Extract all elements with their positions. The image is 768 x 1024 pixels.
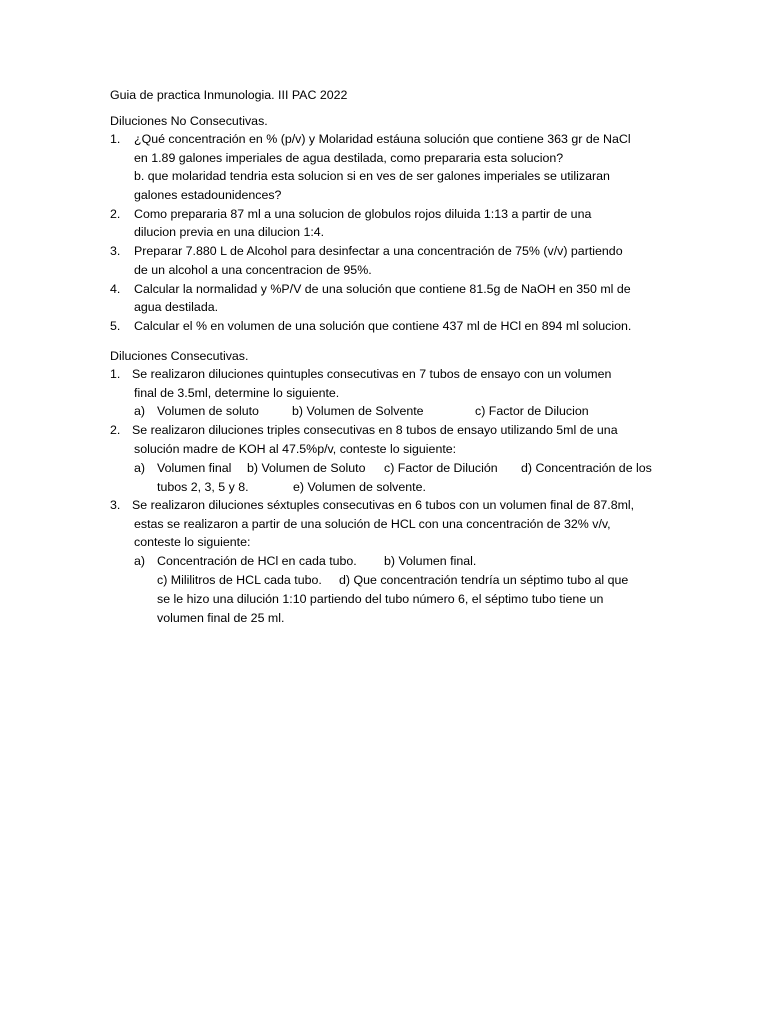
sub-item-text: Volumen final bbox=[157, 461, 232, 475]
sub-item-label: a) bbox=[134, 404, 146, 418]
sub-item-text: c) Mililitros de HCL cada tubo. bbox=[157, 573, 322, 587]
list-item-text: agua destilada. bbox=[134, 300, 219, 314]
sub-item-text: Volumen de soluto bbox=[157, 404, 259, 418]
list-number: 3. bbox=[110, 244, 121, 258]
section-heading-non-consecutive: Diluciones No Consecutivas. bbox=[110, 114, 268, 128]
list-item-text: Calcular la normalidad y %P/V de una solución que contiene 81.5g de NaOH en 350 ml de bbox=[134, 282, 631, 296]
list-item-text: solución madre de KOH al 47.5%p/v, conteste lo siguiente: bbox=[134, 442, 457, 456]
list-number: 1. bbox=[110, 132, 121, 146]
document-title: Guia de practica Inmunologia. III PAC 2022 bbox=[110, 88, 348, 102]
list-item-text: b. que molaridad tendria esta solucion si en ves de ser galones imperiales se utilizaran bbox=[134, 169, 610, 183]
list-number: 4. bbox=[110, 282, 121, 296]
list-number: 3. bbox=[110, 498, 121, 512]
list-item-text: estas se realizaron a partir de una solución de HCL con una concentración de 32% v/v, bbox=[134, 517, 611, 531]
list-item-text: de un alcohol a una concentracion de 95%. bbox=[134, 263, 372, 277]
sub-item-label: a) bbox=[134, 554, 146, 568]
list-item-text: ¿Qué concentración en % (p/v) y Molaridad estáuna solución que contiene 363 gr de NaCl bbox=[134, 132, 631, 146]
sub-item-text: volumen final de 25 ml. bbox=[157, 611, 285, 625]
list-number: 2. bbox=[110, 423, 121, 437]
sub-item-text: b) Volumen de Solvente bbox=[292, 404, 424, 418]
sub-item-text: se le hizo una dilución 1:10 partiendo del tubo número 6, el séptimo tubo tiene un bbox=[157, 592, 604, 606]
sub-item-text: c) Factor de Dilucion bbox=[475, 404, 589, 418]
list-item-text: galones estadounidences? bbox=[134, 188, 282, 202]
section-heading-consecutive: Diluciones Consecutivas. bbox=[110, 349, 249, 363]
sub-item-text: d) Que concentración tendría un séptimo tubo al que bbox=[339, 573, 629, 587]
list-item-text: Se realizaron diluciones triples consecutivas en 8 tubos de ensayo utilizando 5ml de una bbox=[132, 423, 618, 437]
list-item-text: dilucion previa en una dilucion 1:4. bbox=[134, 225, 325, 239]
list-item-text: Se realizaron diluciones quintuples consecutivas en 7 tubos de ensayo con un volumen bbox=[132, 367, 612, 381]
list-item-text: Se realizaron diluciones séxtuples consecutivas en 6 tubos con un volumen final de 87.8ml, bbox=[132, 498, 635, 512]
sub-item-text: b) Volumen final. bbox=[384, 554, 477, 568]
sub-item-text: d) Concentración de los bbox=[521, 461, 652, 475]
sub-item-text: c) Factor de Dilución bbox=[384, 461, 498, 475]
list-item-text: final de 3.5ml, determine lo siguiente. bbox=[134, 386, 340, 400]
list-number: 2. bbox=[110, 207, 121, 221]
sub-item-text: Concentración de HCl en cada tubo. bbox=[157, 554, 357, 568]
list-item-text: conteste lo siguiente: bbox=[134, 535, 251, 549]
list-number: 5. bbox=[110, 319, 121, 333]
list-item-text: Calcular el % en volumen de una solución que contiene 437 ml de HCl en 894 ml solucion. bbox=[134, 319, 632, 333]
list-item-text: Como prepararia 87 ml a una solucion de globulos rojos diluida 1:13 a partir de una bbox=[134, 207, 592, 221]
list-item-text: Preparar 7.880 L de Alcohol para desinfectar a una concentración de 75% (v/v) partiendo bbox=[134, 244, 623, 258]
sub-item-text: e) Volumen de solvente. bbox=[293, 480, 426, 494]
list-item-text: en 1.89 galones imperiales de agua destilada, como prepararia esta solucion? bbox=[134, 151, 564, 165]
list-number: 1. bbox=[110, 367, 121, 381]
sub-item-text: b) Volumen de Soluto bbox=[247, 461, 366, 475]
sub-item-label: a) bbox=[134, 461, 146, 475]
sub-item-text: tubos 2, 3, 5 y 8. bbox=[157, 480, 249, 494]
